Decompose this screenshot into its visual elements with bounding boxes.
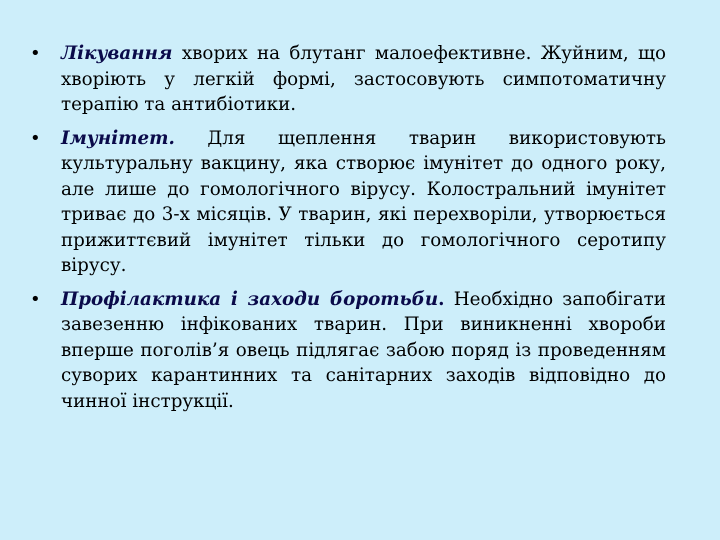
bullet-item-prevention (30, 287, 666, 415)
term-immunity: Імунітет. (61, 127, 175, 149)
text-treatment: хворих на блутанг малоефективне. Жуйним, що хворіють у легкій формі, застосовують симпотоматичну терапію та антибіотики. (61, 43, 666, 115)
bullet-icon: • (30, 288, 41, 310)
bullet-icon: • (30, 43, 41, 64)
term-treatment: Лікування (61, 43, 173, 64)
term-prevention-suffix: . (438, 288, 445, 310)
text-immunity: Для щеплення тварин використовують культуральну вакцину, яка створює імунітет до одного року, але лише до гомологічного вірусу. Колостральний імунітет триває до 3-х місяців. У тварин, які перехворіли, утворюється прижиттєвий імунітет тільки до гомологічного серотипу вірусу. (61, 127, 666, 276)
bullet-icon: • (30, 127, 41, 149)
bullet-item-treatment (30, 41, 666, 118)
term-prevention: Профілактика і заходи боротьби (61, 288, 439, 310)
bullet-item-immunity (30, 126, 666, 279)
bullet-list (30, 41, 666, 422)
text-prevention: Необхідно запобігати завезенню інфікованих тварин. При виникненні хвороби вперше поголів’я овець підлягає забою поряд із проведенням суворих карантинних та санітарних заходів відповідно до чинної інструкції. (61, 288, 666, 412)
